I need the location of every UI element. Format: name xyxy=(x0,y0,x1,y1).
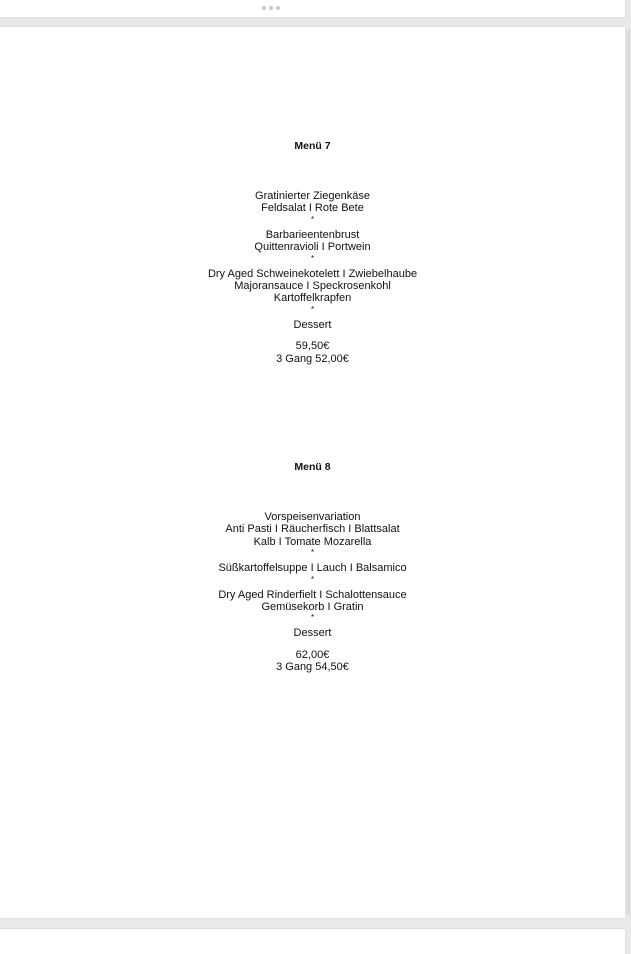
course-line: Dry Aged Schweinekotelett I Zwiebelhaube xyxy=(207,267,418,280)
course-line: Kartoffelkrapfen xyxy=(273,292,352,305)
course-line: Kalb I Tomate Mozarella xyxy=(253,535,372,548)
course-separator: * xyxy=(310,214,315,224)
course-separator: * xyxy=(310,548,315,558)
menu-title: Menü 8 xyxy=(294,461,331,473)
course-line: Feldsalat I Rote Bete xyxy=(261,202,364,215)
course-separator: * xyxy=(310,304,315,314)
course-line: Gratinierter Ziegenkäse xyxy=(255,190,370,202)
course-separator: * xyxy=(310,253,315,263)
course-line: Majoransauce I Speckrosenkohl xyxy=(234,280,391,293)
course-separator: * xyxy=(310,613,315,623)
previous-page-edge xyxy=(0,0,625,17)
course-line: Quittenravioli I Portwein xyxy=(254,241,371,254)
course-line: Anti Pasti I Räucherfisch I Blattsalat xyxy=(225,523,400,536)
course-line: Barbarieentenbrust xyxy=(265,228,360,241)
page-handle-dots[interactable] xyxy=(262,6,280,10)
dot-icon xyxy=(269,6,273,10)
menu-block-8 xyxy=(0,461,625,674)
menu-price-3-course: 3 Gang 52,00€ xyxy=(276,352,349,365)
dessert-line: Dessert xyxy=(293,627,332,640)
menu-block-7 xyxy=(0,140,625,365)
course-line: Süßkartoffelsuppe I Lauch I Balsamico xyxy=(218,562,407,575)
course-line: Gemüsekorb I Gratin xyxy=(261,601,364,614)
menu-price-3-course: 3 Gang 54,50€ xyxy=(276,661,349,674)
dot-icon xyxy=(262,6,266,10)
course-line: Dry Aged Rinderfielt I Schalottensauce xyxy=(218,588,407,601)
dessert-line: Dessert xyxy=(293,318,332,331)
next-page-edge xyxy=(0,929,625,954)
dot-icon xyxy=(276,6,280,10)
course-line: Vorspeisenvariation xyxy=(264,511,361,523)
menu-price: 59,50€ xyxy=(295,340,330,353)
menu-title: Menü 7 xyxy=(294,140,331,152)
scrollbar[interactable] xyxy=(627,30,630,915)
menu-price: 62,00€ xyxy=(295,648,330,661)
course-separator: * xyxy=(310,574,315,584)
